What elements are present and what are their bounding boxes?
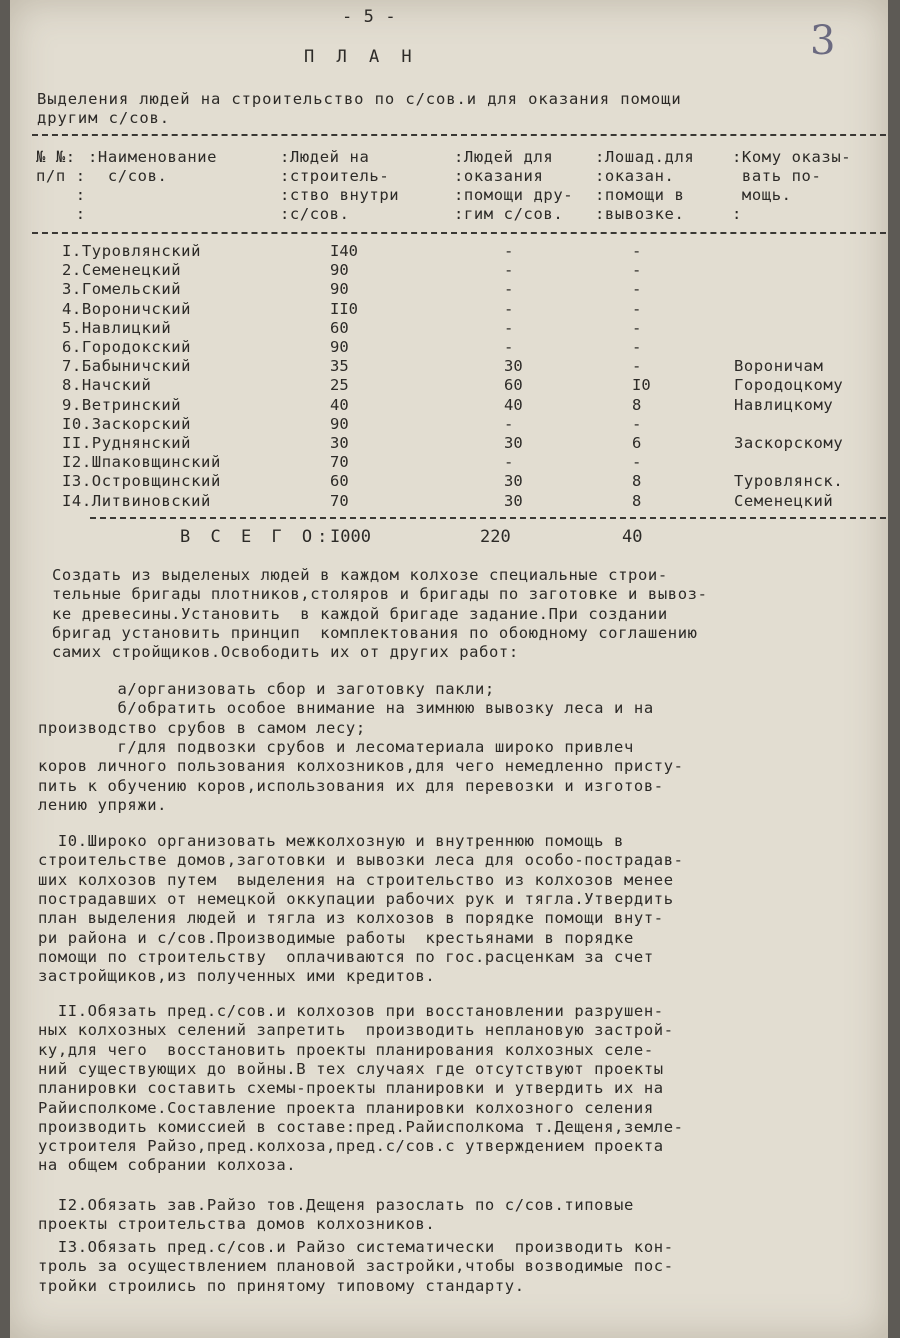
row-name: I4.Литвиновский [62, 491, 211, 510]
row-people: 70 [330, 453, 349, 472]
row-horses: - [632, 357, 642, 376]
row-people: 25 [330, 376, 349, 395]
row-help: - [504, 414, 514, 433]
row-people: 60 [330, 318, 349, 337]
row-recipient: Заскорскому [734, 434, 844, 452]
row-help: 30 [504, 472, 523, 491]
page-number: - 5 - [342, 7, 397, 27]
row-horses: I0 [632, 376, 651, 395]
total-people: I000 [330, 527, 371, 547]
row-people: 35 [330, 357, 349, 376]
para10-line: план выделения людей и тягла из колхозов в порядке помощи внут- [38, 909, 664, 928]
row-name: 6.Городокский [62, 338, 192, 356]
row-horses: - [632, 242, 642, 260]
row-name: I3.Островщинский [62, 472, 221, 491]
table-header-rule [32, 232, 886, 234]
para10-line: ших колхозов путем выделения на строительство из колхозов менее [38, 870, 674, 889]
row-horses: - [632, 318, 642, 337]
tasks-line: лению упряжи. [38, 795, 168, 814]
tasks-line: пить к обучению коров,использования их для перевозки и изготов- [38, 776, 664, 795]
tasks-line: а/организовать сбор и заготовку пакли; [38, 680, 495, 698]
row-recipient: Туровлянск. [734, 472, 844, 491]
row-help: - [504, 261, 514, 280]
para13-line: тройки строились по принятому типовому стандарту. [38, 1276, 525, 1295]
row-help: 30 [504, 357, 523, 376]
row-people: 40 [330, 395, 349, 414]
header-people: :Людей на :строитель- :ство внутри :с/сов. [280, 148, 400, 223]
para10-line: I0.Широко организовать межколхозную и внутреннюю помощь в [38, 832, 624, 850]
row-name: II.Руднянский [62, 434, 192, 452]
row-people: 90 [330, 261, 349, 280]
para13-line: I3.Обязать пред.с/сов.и Райзо систематически производить кон- [38, 1238, 674, 1256]
row-help: - [504, 280, 514, 299]
row-recipient: Городоцкому [734, 376, 844, 395]
row-horses: 6 [632, 434, 642, 452]
row-horses: - [632, 280, 642, 299]
header-help: :Людей для :оказания :помощи дру- :гим с/сов. [454, 148, 574, 223]
total-help: 220 [480, 527, 511, 547]
row-help: 60 [504, 376, 523, 395]
row-name: 9.Ветринский [62, 395, 182, 414]
row-help: - [504, 338, 514, 356]
brigades-line: ке древесины.Установить в каждой бригаде задание.При создании [52, 604, 668, 623]
total-label: В С Е Г О: [180, 527, 333, 547]
row-people: 90 [330, 338, 349, 356]
row-name: I2.Шпаковщинский [62, 453, 221, 472]
para11-line: планировки составить схемы-проекты планировки и утвердить их на [38, 1079, 664, 1098]
page-title: П Л А Н [304, 47, 418, 67]
header-recipient: :Кому оказы- вать по- мощь. : [732, 148, 852, 223]
row-horses: - [632, 299, 642, 318]
row-people: 70 [330, 491, 349, 510]
corner-handwritten-mark: 3 [810, 18, 836, 64]
row-people: I40 [330, 242, 358, 260]
para11-line: ку,для чего восстановить проекты планирования колхозных селе- [38, 1040, 654, 1059]
row-help: - [504, 453, 514, 472]
para11-line: устроителя Райзо,пред.колхоза,пред.с/сов.с утверждением проекта [38, 1137, 664, 1156]
row-help: 30 [504, 434, 523, 452]
row-horses: 8 [632, 472, 642, 491]
row-help: 40 [504, 395, 523, 414]
row-name: 5.Навлицкий [62, 318, 172, 337]
row-horses: - [632, 261, 642, 280]
para12-line: проекты строительства домов колхозников. [38, 1215, 436, 1234]
row-people: 30 [330, 434, 349, 452]
row-horses: - [632, 338, 642, 356]
header-num: № №: п/п : : : [36, 148, 86, 223]
row-people: 90 [330, 280, 349, 299]
para11-line: производить комиссией в составе:пред.Райисполкома т.Дещеня,земле- [38, 1117, 684, 1136]
para11-line: Райисполкоме.Составление проекта планировки колхозного селения [38, 1098, 654, 1117]
header-horses: :Лошад.для :оказан. :помощи в :вывозке. [595, 148, 695, 223]
para10-line: строительстве домов,заготовки и вывозки леса для особо-пострадав- [38, 851, 684, 870]
para10-line: пострадавших от немецкой оккупации рабочих рук и тягла.Утвердить [38, 889, 674, 908]
subtitle-line-2: другим с/сов. [37, 109, 171, 127]
para11-line: II.Обязать пред.с/сов.и колхозов при восстановлении разрушен- [38, 1002, 664, 1020]
tasks-line: коров личного пользования колхозников,для чего немедленно присту- [38, 757, 684, 776]
row-horses: 8 [632, 491, 642, 510]
total-horses: 40 [622, 527, 643, 547]
row-name: 4.Вороничский [62, 299, 192, 318]
row-help: 30 [504, 491, 523, 510]
brigades-line: Создать из выделеных людей в каждом колхозе специальные строи- [52, 566, 668, 584]
row-people: 60 [330, 472, 349, 491]
para11-line: ний существующих до войны.В тех случаях где отсутствуют проекты [38, 1059, 664, 1078]
tasks-line: г/для подвозки срубов и лесоматериала широко привлеч [38, 737, 634, 756]
row-horses: 8 [632, 395, 642, 414]
header-name: :Наименование с/сов. [88, 148, 218, 185]
brigades-line: бригад установить принцип комплектования по обоюдному соглашению [52, 623, 698, 642]
subtitle-line-1: Выделения людей на строительство по с/сов.и для оказания помощи [37, 90, 682, 108]
row-name: 7.Бабыничский [62, 357, 192, 376]
row-horses: - [632, 453, 642, 472]
row-recipient: Семенецкий [734, 491, 834, 510]
brigades-line: самих стройщиков.Освободить их от других работ: [52, 643, 519, 662]
table-bottom-rule [90, 517, 886, 519]
row-name: 3.Гомельский [62, 280, 182, 299]
para10-line: помощи по строительству оплачиваются по гос.расценкам за счет [38, 947, 654, 966]
row-recipient: Вороничам [734, 357, 824, 376]
document-page [10, 0, 888, 1338]
row-name: I.Туровлянский [62, 242, 202, 260]
row-name: 8.Начский [62, 376, 152, 395]
brigades-line: тельные бригады плотников,столяров и бригады по заготовке и вывоз- [52, 585, 708, 604]
row-recipient: Навлицкому [734, 395, 834, 414]
row-people: 90 [330, 414, 349, 433]
row-help: - [504, 242, 514, 260]
row-help: - [504, 299, 514, 318]
row-horses: - [632, 414, 642, 433]
para12-line: I2.Обязать зав.Райзо тов.Дещеня разослать по с/сов.типовые [38, 1196, 634, 1214]
row-name: 2.Семенецкий [62, 261, 182, 280]
row-people: II0 [330, 299, 358, 318]
row-help: - [504, 318, 514, 337]
tasks-line: б/обратить особое внимание на зимнюю вывозку леса и на [38, 699, 654, 718]
para11-line: ных колхозных селений запретить производить неплановую застрой- [38, 1021, 674, 1040]
para10-line: ри района и с/сов.Производимые работы крестьянами в порядке [38, 928, 634, 947]
table-top-rule [32, 134, 886, 136]
para11-line: на общем собрании колхоза. [38, 1156, 297, 1175]
para10-line: застройщиков,из полученных ими кредитов. [38, 967, 436, 986]
para13-line: троль за осуществлением плановой застройки,чтобы возводимые пос- [38, 1257, 674, 1276]
row-name: I0.Заскорский [62, 414, 192, 433]
tasks-line: производство срубов в самом лесу; [38, 718, 366, 737]
